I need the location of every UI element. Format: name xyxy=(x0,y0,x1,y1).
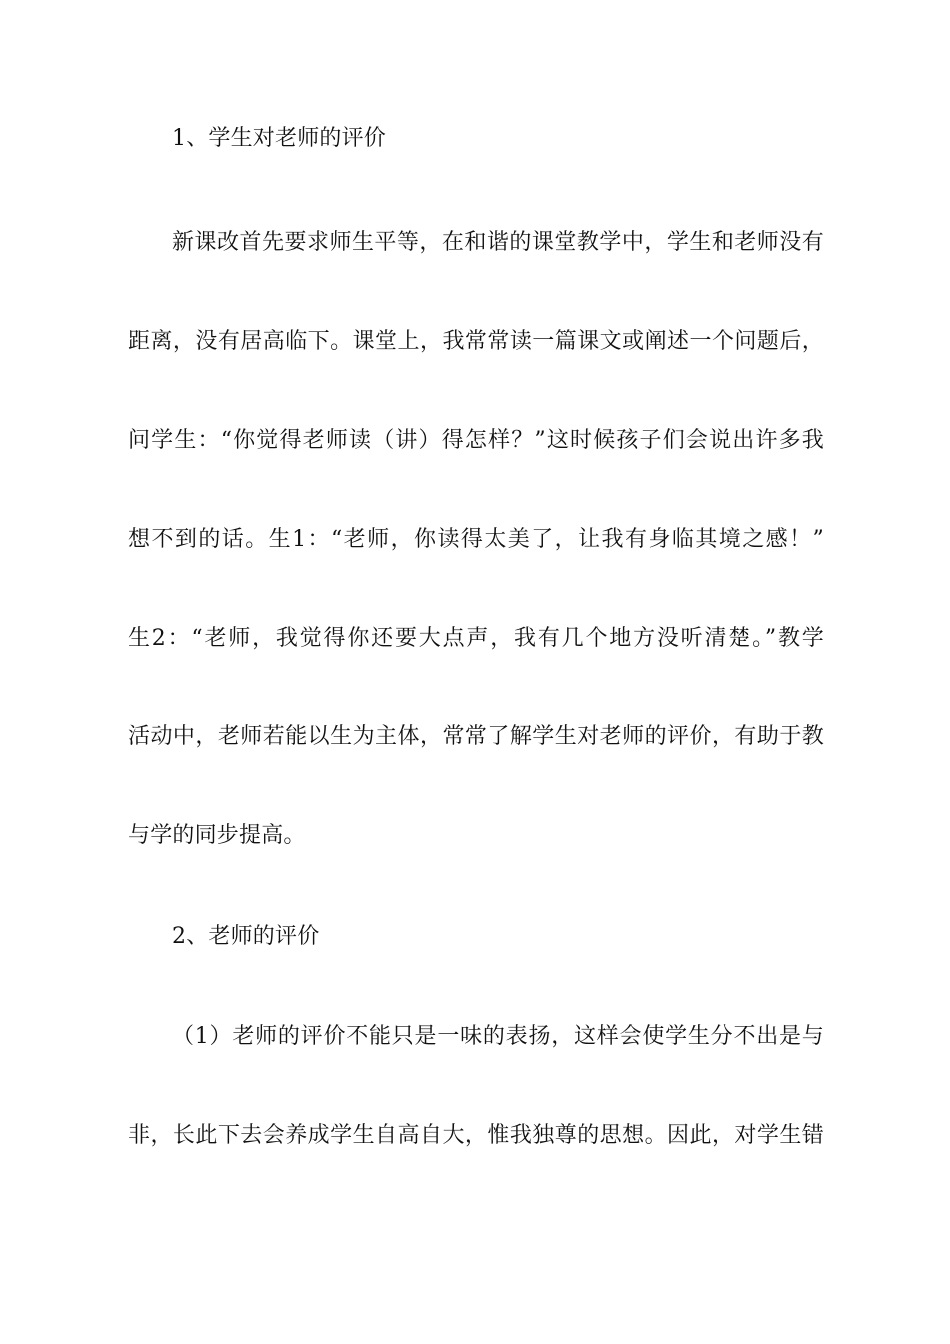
paragraph-1-line-4: 想不到的话。生1：“老师，你读得太美了，让我有身临其境之感！” xyxy=(128,527,824,552)
paragraph-1-line-1: 新课改首先要求师生平等，在和谐的课堂教学中，学生和老师没有 xyxy=(172,230,824,255)
paragraph-1-line-2: 距离，没有居高临下。课堂上，我常常读一篇课文或阐述一个问题后， xyxy=(128,329,824,354)
paragraph-1-line-3: 问学生：“你觉得老师读（讲）得怎样？”这时候孩子们会说出许多我 xyxy=(128,428,824,453)
paragraph-2-line-1: （1）老师的评价不能只是一味的表扬，这样会使学生分不出是与 xyxy=(172,1024,824,1049)
section-heading-1: 1、学生对老师的评价 xyxy=(172,126,386,151)
paragraph-2-line-2: 非，长此下去会养成学生自高自大，惟我独尊的思想。因此，对学生错 xyxy=(128,1123,824,1148)
section-heading-2: 2、老师的评价 xyxy=(172,924,320,949)
paragraph-1-line-5: 生2：“老师，我觉得你还要大点声，我有几个地方没听清楚。”教学 xyxy=(128,626,824,651)
paragraph-1-line-7: 与学的同步提高。 xyxy=(128,823,306,848)
paragraph-1-line-6: 活动中，老师若能以生为主体，常常了解学生对老师的评价，有助于教 xyxy=(128,724,824,749)
